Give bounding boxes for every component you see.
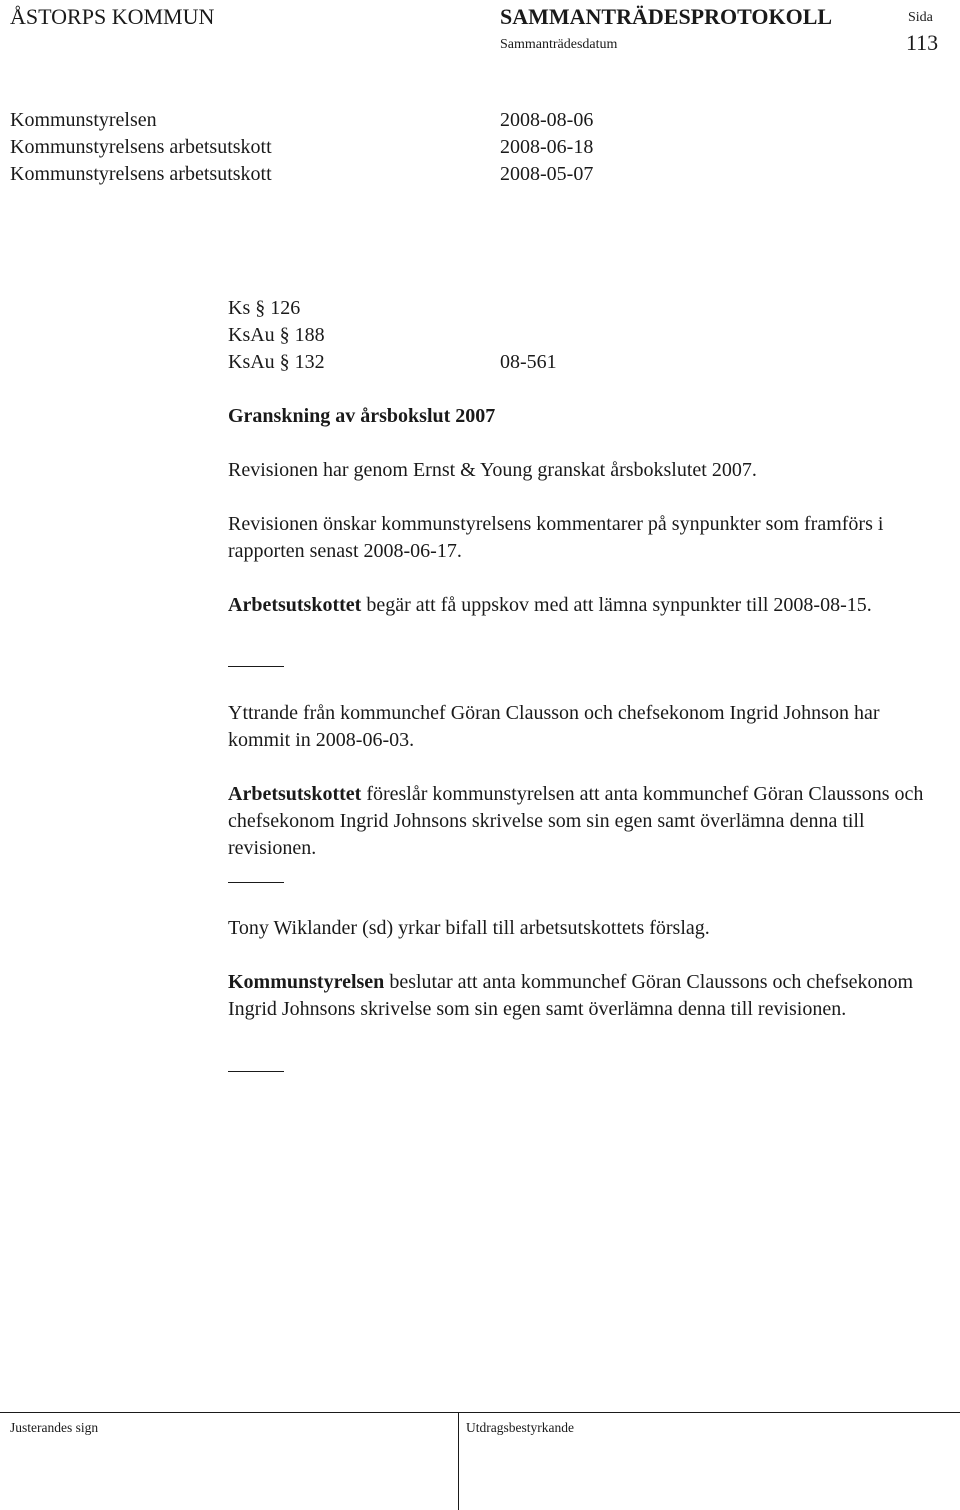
paragraph-text: Revisionen önskar kommunstyrelsens kommentarer på synpunkter som framförs i rapporten senast 2008-06-17.: [228, 513, 884, 562]
paragraph-text: begär att få uppskov med att lämna synpunkter till 2008-08-15.: [361, 594, 872, 616]
paragraph-2: [228, 511, 943, 565]
paragraph-text: Revisionen har genom Ernst & Young granskat årsbokslutet 2007.: [228, 459, 757, 481]
paragraph-3: [228, 592, 943, 619]
meeting-date: 2008-08-06: [500, 109, 594, 131]
meeting-date: 2008-06-18: [500, 136, 594, 158]
paragraph-text: Tony Wiklander (sd) yrkar bifall till arbetsutskottets förslag.: [228, 917, 710, 939]
paragraph-5: [228, 781, 943, 862]
footer-divider: [458, 1412, 459, 1510]
page-label: Sida: [908, 10, 933, 25]
paragraph-reference: KsAu § 132: [228, 351, 325, 373]
meeting-body: Kommunstyrelsen: [10, 109, 157, 131]
meeting-body: Kommunstyrelsens arbetsutskott: [10, 136, 272, 158]
meeting-date: 2008-05-07: [500, 163, 594, 185]
paragraph-4: [228, 700, 943, 754]
separator-line: [228, 1071, 284, 1072]
decision-body: Arbetsutskottet: [228, 783, 362, 805]
paragraph-reference: KsAu § 188: [228, 324, 325, 346]
footer-rule: [0, 1412, 960, 1413]
decision-body: Kommunstyrelsen: [228, 971, 385, 993]
paragraph-reference: Ks § 126: [228, 297, 301, 319]
meeting-body: Kommunstyrelsens arbetsutskott: [10, 163, 272, 185]
certification-label: Utdragsbestyrkande: [466, 1420, 574, 1435]
paragraph-6: [228, 915, 943, 942]
section-heading: Granskning av årsbokslut 2007: [228, 405, 496, 427]
decision-body: Arbetsutskottet: [228, 594, 362, 616]
paragraph-text: föreslår kommunstyrelsen att anta kommunchef Göran Claussons och chefsekonom Ingrid Johnsons skrivelse som sin egen samt överlämna denna till revisionen.: [228, 783, 924, 859]
case-number: 08-561: [500, 351, 557, 373]
page-number: 113: [906, 30, 939, 55]
separator-line: [228, 882, 284, 883]
document-title: SAMMANTRÄDESPROTOKOLL: [500, 4, 833, 29]
meeting-date-label: Sammanträdesdatum: [500, 37, 618, 52]
paragraph-1: [228, 457, 943, 484]
paragraph-text: Yttrande från kommunchef Göran Clausson och chefsekonom Ingrid Johnson har kommit in 2008-06-03.: [228, 702, 880, 751]
paragraph-7: [228, 969, 943, 1023]
signature-label: Justerandes sign: [10, 1420, 99, 1435]
organization-name: ÅSTORPS KOMMUN: [10, 4, 215, 29]
separator-line: [228, 666, 284, 667]
paragraph-text: beslutar att anta kommunchef Göran Claussons och chefsekonom Ingrid Johnsons skrivelse som sin egen samt överlämna denna till revisionen.: [228, 971, 914, 1020]
